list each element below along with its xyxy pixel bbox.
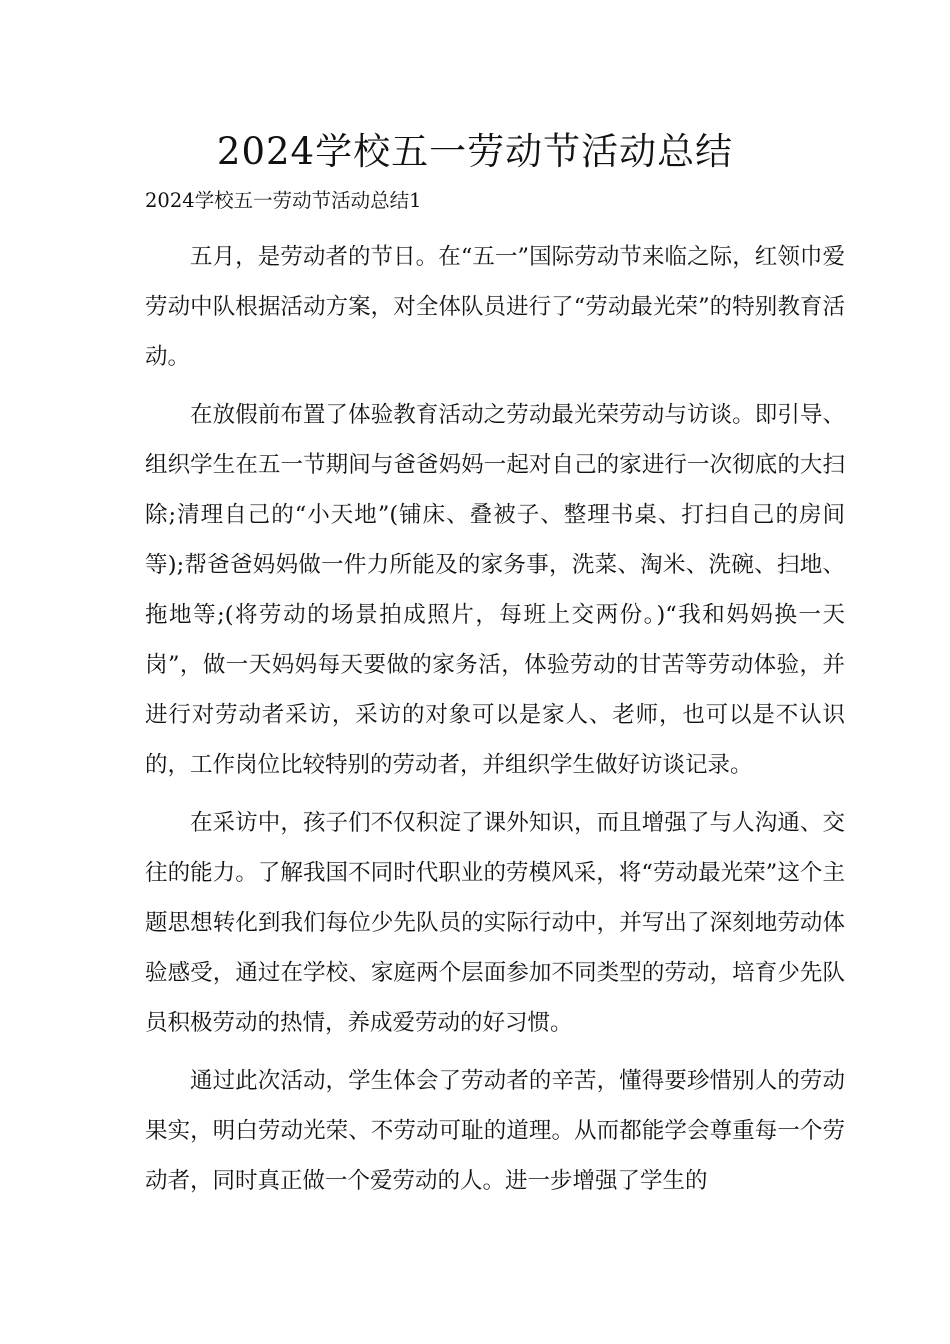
document-body bbox=[145, 232, 845, 1214]
paragraph-1: 五月，是劳动者的节日。在“五一”国际劳动节来临之际，红领巾爱劳动中队根据活动方案，对全体队员进行了“劳动最光荣”的特别教育活动。 bbox=[145, 244, 845, 370]
section-heading: 2024学校五一劳动节活动总结1 bbox=[145, 189, 422, 212]
paragraph-4: 通过此次活动，学生体会了劳动者的辛苦，懂得要珍惜别人的劳动果实，明白劳动光荣、不劳动可耻的道理。从而都能学会尊重每一个劳动者，同时真正做一个爱劳动的人。进一步增强了学生的 bbox=[145, 1068, 845, 1194]
document-title: 2024学校五一劳动节活动总结 bbox=[216, 130, 734, 173]
paragraph-3: 在采访中，孩子们不仅积淀了课外知识，而且增强了与人沟通、交往的能力。了解我国不同时代职业的劳模风采，将“劳动最光荣”这个主题思想转化到我们每位少先队员的实际行动中，并写出了深刻地劳动体验感受，通过在学校、家庭两个层面参加不同类型的劳动，培育少先队员积极劳动的热情，养成爱劳动的好习惯。 bbox=[145, 810, 845, 1036]
paragraph-2: 在放假前布置了体验教育活动之劳动最光荣劳动与访谈。即引导、组织学生在五一节期间与爸爸妈妈一起对自己的家进行一次彻底的大扫除;清理自己的“小天地”(铺床、叠被子、整理书桌、打扫自己的房间等);帮爸爸妈妈做一件力所能及的家务事，洗菜、淘米、洗碗、扫地、拖地等;(将劳动的场景拍成照片，每班上交两份。)“我和妈妈换一天岗”，做一天妈妈每天要做的家务活，体验劳动的甘苦等劳动体验，并进行对劳动者采访，采访的对象可以是家人、老师，也可以是不认识的，工作岗位比较特别的劳动者，并组织学生做好访谈记录。 bbox=[145, 402, 845, 778]
